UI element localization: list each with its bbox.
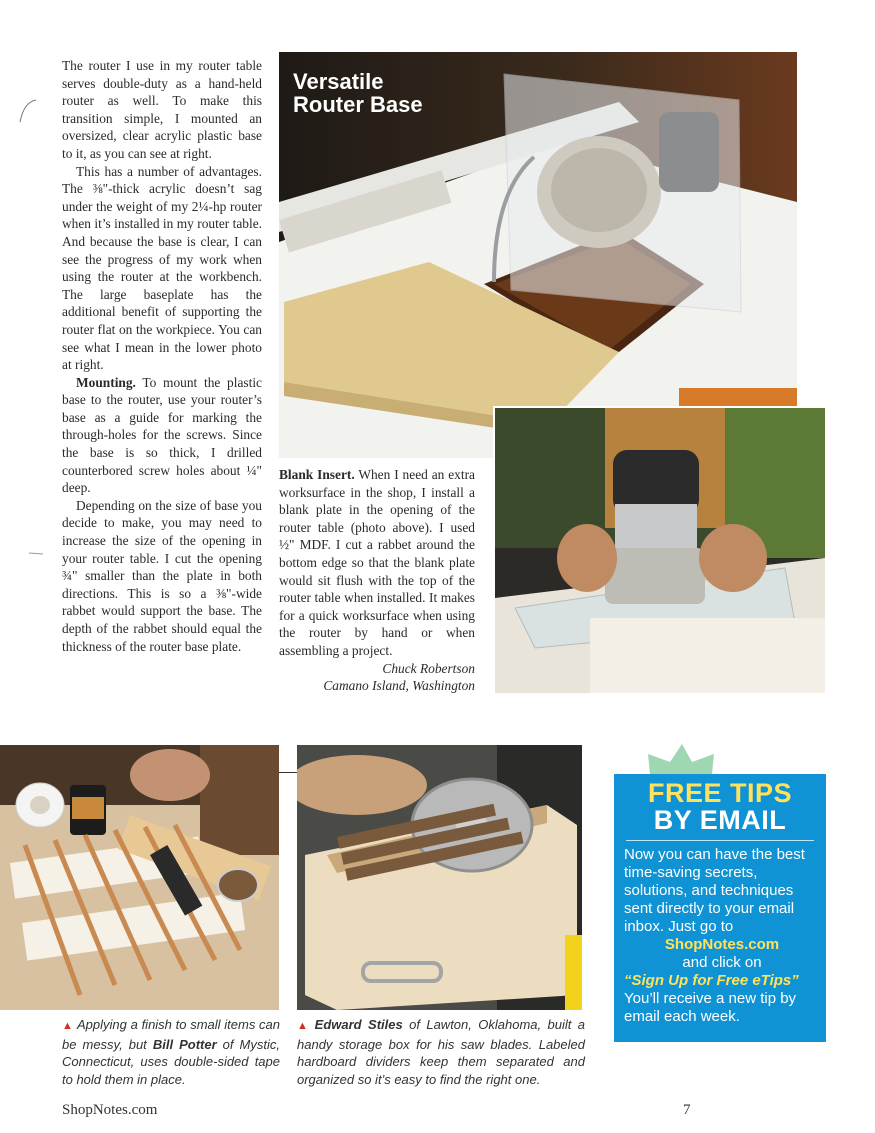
handheld-router-illustration bbox=[495, 408, 825, 693]
saw-box-caption bbox=[297, 1016, 585, 1088]
tips-body bbox=[624, 846, 820, 1026]
page-number: 7 bbox=[683, 1102, 691, 1118]
tips-site-link[interactable]: ShopNotes.com bbox=[664, 936, 780, 953]
author-location: Camano Island, Washington bbox=[323, 678, 475, 694]
finishing-caption bbox=[62, 1016, 280, 1088]
tips-headline-line-1: FREE TIPS bbox=[647, 778, 793, 808]
finishing-caption-post: of Mystic, Connecticut, uses double-sided tape to hold them in place. bbox=[62, 1036, 280, 1087]
tips-signup-link[interactable]: “Sign Up for Free eTips” bbox=[624, 972, 799, 989]
advantages-paragraph: This has a number of advantages. The ⅜"-thick acrylic doesn’t sag under the weight of my 2¼-hp router when it’s installed in my router table. And because the base is clear, I can see the progress of my work when using the router at the workbench. The large baseplate has the additional benefit of supporting the router flat on the workpiece. You can see what I mean in the lower photo at right. bbox=[62, 163, 262, 373]
photo-title-line-2: Router Base bbox=[293, 92, 423, 117]
intro-paragraph: The router I use in my router table serves double-duty as a hand-held router as well. To make this transition simple, I mounted an oversized, clear acrylic plastic base to it, as you can see at right. bbox=[62, 58, 262, 161]
finishing-illustration bbox=[0, 745, 279, 1010]
handheld-router-photo bbox=[493, 406, 825, 693]
free-tips-box bbox=[614, 774, 826, 1042]
saw-blade-box-illustration bbox=[297, 745, 582, 1010]
red-triangle-icon: ▲ bbox=[297, 1020, 311, 1032]
margin-mark-mid bbox=[28, 548, 44, 558]
blank-insert-paragraph bbox=[279, 466, 475, 660]
photo-divider-line bbox=[279, 772, 297, 773]
margin-mark-top bbox=[14, 96, 40, 126]
tips-headline-line-2: BY EMAIL bbox=[653, 805, 787, 835]
red-triangle-icon: ▲ bbox=[62, 1020, 74, 1032]
finishing-caption-pre: Applying a finish to small items can be messy, but bbox=[62, 1017, 281, 1052]
footer-site: ShopNotes.com bbox=[62, 1102, 158, 1118]
tips-body-text: Now you can have the best time-saving secrets, solutions, and techniques sent directly to your email inbox. Just go to bbox=[624, 846, 805, 935]
saw-blade-box-photo bbox=[297, 745, 582, 1010]
finishing-photo bbox=[0, 745, 279, 1010]
saw-box-caption-name: Edward Stiles bbox=[314, 1017, 403, 1032]
author-name: Chuck Robertson bbox=[382, 660, 475, 676]
finishing-caption-name: Bill Potter bbox=[152, 1036, 217, 1052]
depending-paragraph: Depending on the size of base you decide to make, you may need to increase the size of the opening in your router table. I cut the opening ¾" smaller than the plate in both directions. This is so a ⅜"-wide rabbet would support the base. The depth of the rabbet should equal the thickness of the router base plate. bbox=[62, 497, 262, 654]
mounting-heading: Mounting. bbox=[76, 374, 136, 390]
blank-insert-text: When I need an extra worksurface in the shop, I install a blank plate in the opening of the router table (photo above). I used ½" MDF. I cut a rabbet around the bottom edge so that the blank plate would sit flush with the top of the router table when installed. It makes for a quick worksurface when using the router by hand or when assembling a project. bbox=[279, 467, 476, 658]
photo-title-line-1: Versatile bbox=[293, 69, 384, 94]
router-table-photo bbox=[279, 52, 797, 458]
tips-headline bbox=[614, 780, 826, 834]
mounting-paragraph bbox=[62, 374, 262, 497]
saw-box-caption-post: of Lawton, Oklahoma, built a handy storage box for his saw blades. Labeled hardboard dividers keep them separated and organized so it’s easy to find the right one. bbox=[297, 1017, 586, 1087]
blank-insert-column bbox=[279, 466, 475, 695]
mounting-text: To mount the plastic base to the router, use your router’s base as a guide for marking the through-holes for the screws. Since the base is so thick, I drilled counterbored screw holes about ¼" deep. bbox=[62, 374, 262, 496]
photo-title bbox=[293, 70, 423, 116]
tips-and-click: and click on bbox=[682, 954, 762, 971]
blank-insert-heading: Blank Insert. bbox=[279, 467, 355, 482]
tips-footer-text: You’ll receive a new tip by email each week. bbox=[624, 990, 797, 1025]
tips-rule bbox=[626, 840, 814, 841]
article-column-1 bbox=[62, 57, 262, 655]
